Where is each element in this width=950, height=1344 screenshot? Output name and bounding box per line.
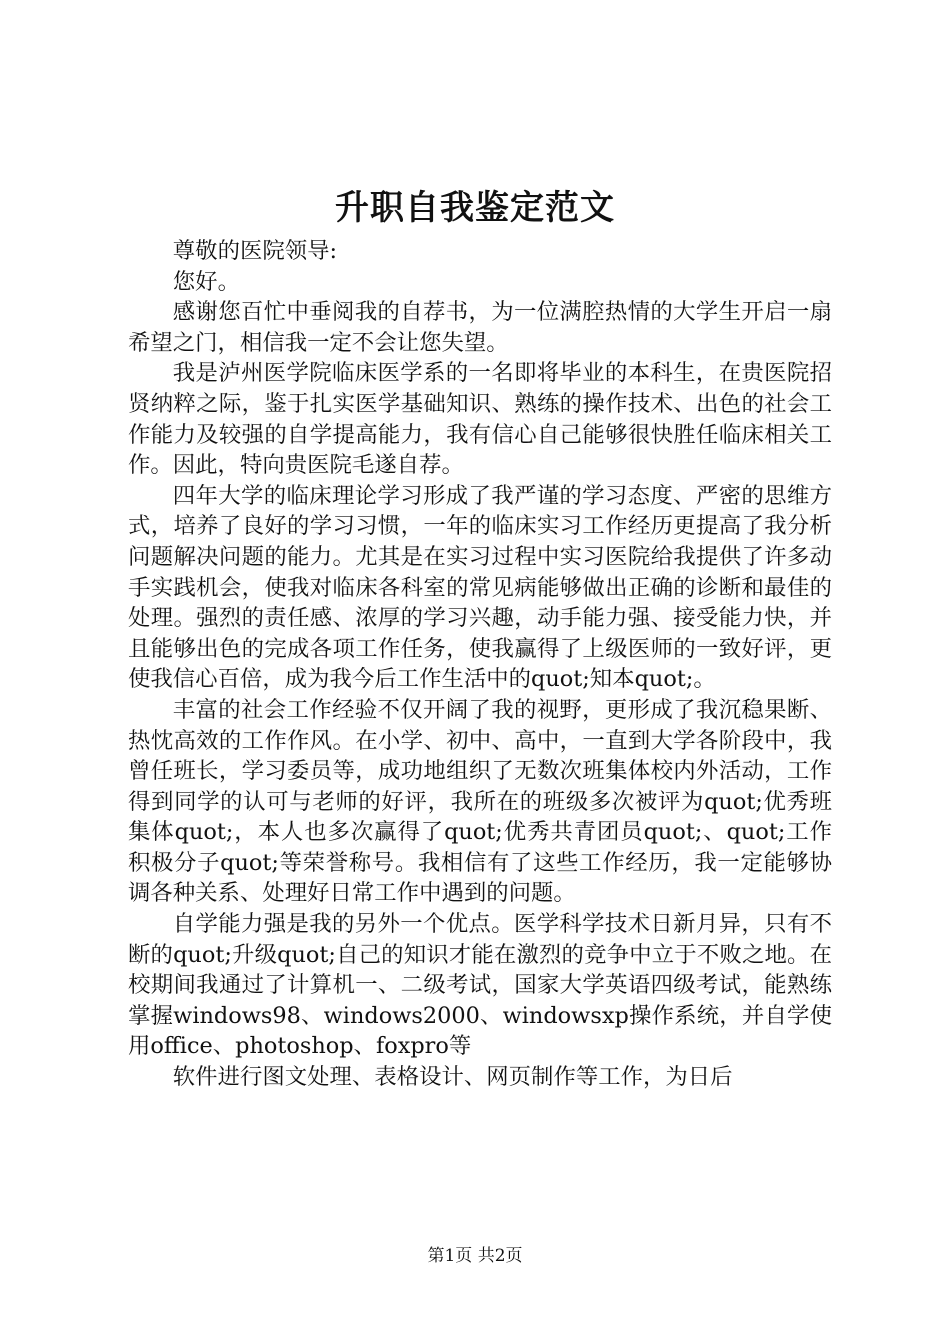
greeting: 您好。 (172, 268, 240, 295)
paragraph-self-learning: 自学能力强是我的另外一个优点。医学科学技术日新月异，只有不断的quot;升级quot;自己的知识才能在激烈的竞争中立于不败之地。在校期间我通过了计算机一、二级考试，国家大学英语四级考试，能熟练掌握windows98、windows2000、windowsxp操作系统，并自学使用office、photoshop、foxpro等 (128, 911, 832, 1060)
paragraph-thanks: 感谢您百忙中垂阅我的自荐书，为一位满腔热情的大学生开启一扇希望之门，相信我一定不会让您失望。 (128, 299, 832, 356)
paragraph-introduction: 我是泸州医学院临床医学系的一名即将毕业的本科生，在贵医院招贤纳粹之际，鉴于扎实医学基础知识、熟练的操作技术、出色的社会工作能力及较强的自学提高能力，我有信心自己能够很快胜任临床相关工作。因此，特向贵医院毛遂自荐。 (128, 360, 832, 479)
document-title: 升职自我鉴定范文 (335, 188, 615, 228)
document-body (128, 236, 832, 1093)
paragraph-software: 软件进行图文处理、表格设计、网页制作等工作，为日后 (172, 1064, 733, 1091)
salutation: 尊敬的医院领导: (172, 238, 338, 264)
page-footer: 第1页 共2页 (427, 1246, 523, 1266)
paragraph-social-experience: 丰富的社会工作经验不仅开阔了我的视野，更形成了我沉稳果断、热忱高效的工作作风。在小学、初中、高中，一直到大学各阶段中，我曾任班长，学习委员等，成功地组织了无数次班集体校内外活动，工作得到同学的认可与老师的好评，我所在的班级多次被评为quot;优秀班集体quot;，本人也多次赢得了quot;优秀共青团员quot;、quot;工作积极分子quot;等荣誉称号。我相信有了这些工作经历，我一定能够协调各种关系、处理好日常工作中遇到的问题。 (128, 696, 832, 907)
paragraph-clinical-study: 四年大学的临床理论学习形成了我严谨的学习态度、严密的思维方式，培养了良好的学习习惯，一年的临床实习工作经历更提高了我分析问题解决问题的能力。尤其是在实习过程中实习医院给我提供了许多动手实践机会，使我对临床各科室的常见病能够做出正确的诊断和最佳的处理。强烈的责任感、浓厚的学习兴趣，动手能力强、接受能力快，并且能够出色的完成各项工作任务，使我赢得了上级医师的一致好评，更使我信心百倍，成为我今后工作生活中的quot;知本quot;。 (128, 482, 832, 693)
